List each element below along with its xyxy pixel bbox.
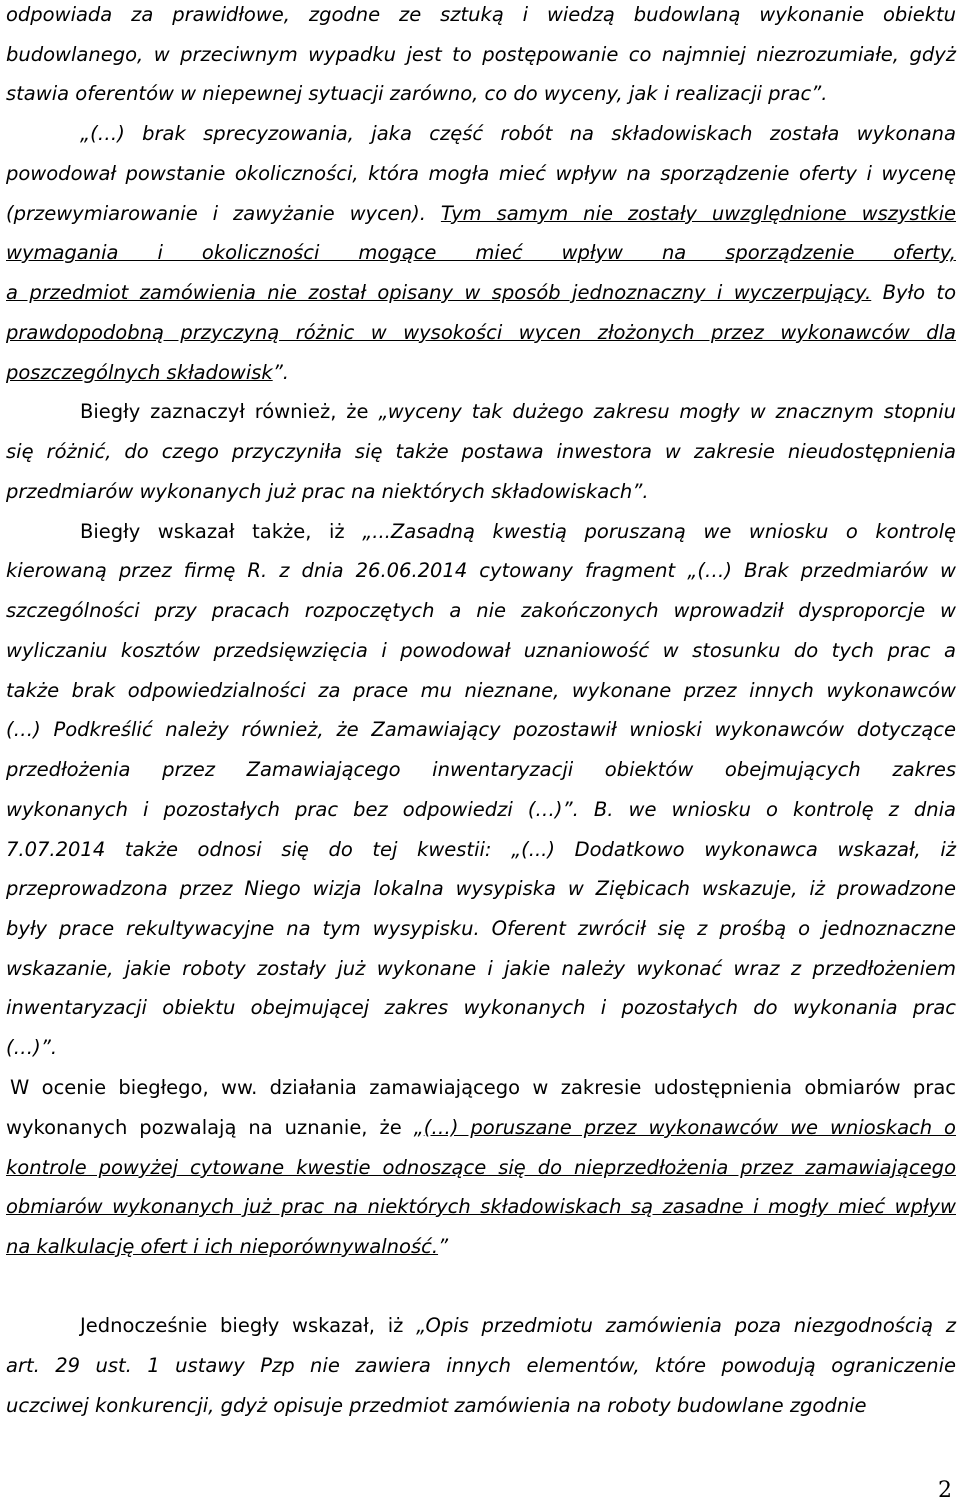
text-segment: odpowiada za prawidłowe, zgodne ze sztuką i wiedzą budowlaną wykonanie obiektu [6,3,956,26]
text-line [6,42,956,68]
text-line [6,797,956,823]
text-line [6,598,956,624]
text-line [6,1155,956,1181]
text-segment: W ocenie biegłego, ww. działania zamawiającego w zakresie udostępnienia obmiarów prac [10,1076,956,1099]
text-line [6,1035,956,1061]
text-segment: „...Zasadną kwestią poruszaną we wniosku o kontrolę [362,520,956,543]
text-segment: wykonanych pozwalają na uznanie, że [6,1116,414,1139]
text-segment: inwentaryzacji obiektu obejmującej zakres wykonanych i pozostałych do wykonania prac [6,996,956,1019]
text-segment: szczególności przy pracach rozpoczętych a nie zakończonych wprowadził dysproporcje w [6,599,956,622]
text-line [80,121,956,147]
text-segment: (przewymiarowanie i zawyżanie wycen). [6,202,441,225]
text-segment: wyliczaniu kosztów przedsięwzięcia i powodował uznaniowość w stosunku do tych prac a [6,639,956,662]
text-segment: Jednocześnie biegły wskazał, iż [80,1314,417,1337]
text-segment: stawia oferentów w niepewnej sytuacji zarówno, co do wyceny, jak i realizacji prac”. [6,82,828,105]
text-line [6,1234,956,1260]
text-segment: się różnić, do czego przyczyniła się także postawa inwestora w zakresie nieudostępnienia [6,440,956,463]
text-line [80,519,956,545]
text-segment: wskazanie, jakie roboty zostały już wykonane i jakie należy wykonać wraz z przedłożeniem [6,957,956,980]
text-line [6,161,956,187]
text-segment: powodował powstanie okoliczności, która mogła mieć wpływ na sporządzenie oferty i wycenę [6,162,956,185]
text-segment: „wyceny tak dużego zakresu mogły w znacznym stopniu [378,400,956,423]
text-segment: przeprowadzona przez Niego wizja lokalna wysypiska w Ziębicach wskazuje, iż prowadzone [6,877,956,900]
text-line [6,916,956,942]
text-line [6,360,956,386]
text-segment: a przedmiot zamówienia nie został opisany w sposób jednoznaczny i wyczerpujący. [6,281,872,304]
text-segment: „Opis przedmiotu zamówienia poza niezgodnością z [416,1314,956,1337]
text-line [6,678,956,704]
text-line [6,956,956,982]
text-segment: „ [413,1116,424,1139]
text-line [6,280,956,306]
page-number: 2 [938,1478,952,1503]
text-segment: były prace rekultywacyjne na tym wysypisku. Oferent zwrócił się z prośbą o jednoznaczne [6,917,956,940]
text-line [80,1313,956,1339]
text-line [6,558,956,584]
text-line [10,1075,956,1101]
text-line [6,1194,956,1220]
text-segment: art. 29 ust. 1 ustawy Pzp nie zawiera innych elementów, które powodują ograniczenie [6,1354,956,1377]
text-line [6,876,956,902]
text-line [6,81,956,107]
text-line [6,1393,956,1419]
text-segment: budowlanego, w przeciwnym wypadku jest to postępowanie co najmniej niezrozumiałe, gdyż [6,43,956,66]
text-line [6,320,956,346]
text-segment: Biegły zaznaczył również, że [80,400,379,423]
text-segment: 7.07.2014 także odnosi się do tej kwestii: „(...) Dodatkowo wykonawca wskazał, iż [6,838,956,861]
text-line [6,1353,956,1379]
text-segment: przedłożenia przez Zamawiającego inwentaryzacji obiektów obejmujących zakres [6,758,956,781]
text-line [6,240,956,266]
text-line [6,837,956,863]
text-segment: Tym samym nie zostały uwzględnione wszystkie [440,202,957,225]
text-segment: przedmiarów wykonanych już prac na niektórych składowiskach”. [6,480,649,503]
text-line [6,1115,956,1141]
text-line [6,995,956,1021]
text-line [6,717,956,743]
text-segment: poszczególnych składowisk [6,361,273,384]
text-line [6,2,956,28]
text-segment: na kalkulację ofert i ich nieporównywalność. [6,1235,439,1258]
text-line [80,399,956,425]
text-segment: „(…) brak sprecyzowania, jaka część robót na składowiskach została wykonana [80,122,956,145]
text-segment: ”. [272,361,289,384]
text-segment: wykonanych i pozostałych prac bez odpowiedzi (…)”. B. we wniosku o kontrolę z dnia [6,798,956,821]
text-line [6,638,956,664]
text-segment: także brak odpowiedzialności za prace mu nieznane, wykonane przez innych wykonawców [6,679,956,702]
text-segment: Było to [871,281,957,304]
text-segment: (…)”. [6,1036,58,1059]
text-segment: obmiarów wykonanych już prac na niektórych składowiskach są zasadne i mogły mieć wpływ [6,1195,956,1218]
text-line [6,201,956,227]
text-segment: uczciwej konkurencji, gdyż opisuje przedmiot zamówienia na roboty budowlane zgodnie [6,1394,867,1417]
text-line [6,757,956,783]
text-segment: (…) Podkreślić należy również, że Zamawiający pozostawił wnioski wykonawców dotyczące [6,718,956,741]
text-segment: Biegły wskazał także, iż [80,520,363,543]
text-line [6,479,956,505]
text-segment: prawdopodobną przyczyną różnic w wysokości wycen złożonych przez wykonawców dla [6,321,956,344]
text-segment: ” [438,1235,449,1258]
text-segment: kierowaną przez firmę R. z dnia 26.06.2014 cytowany fragment „(…) Brak przedmiarów w [6,559,956,582]
text-segment: kontrole powyżej cytowane kwestie odnoszące się do nieprzedłożenia przez zamawiającego [6,1156,956,1179]
text-segment: (…) poruszane przez wykonawców we wnioskach o [423,1116,956,1139]
text-line [6,439,956,465]
text-segment: wymagania i okoliczności mogące mieć wpływ na sporządzenie oferty, [6,241,956,264]
